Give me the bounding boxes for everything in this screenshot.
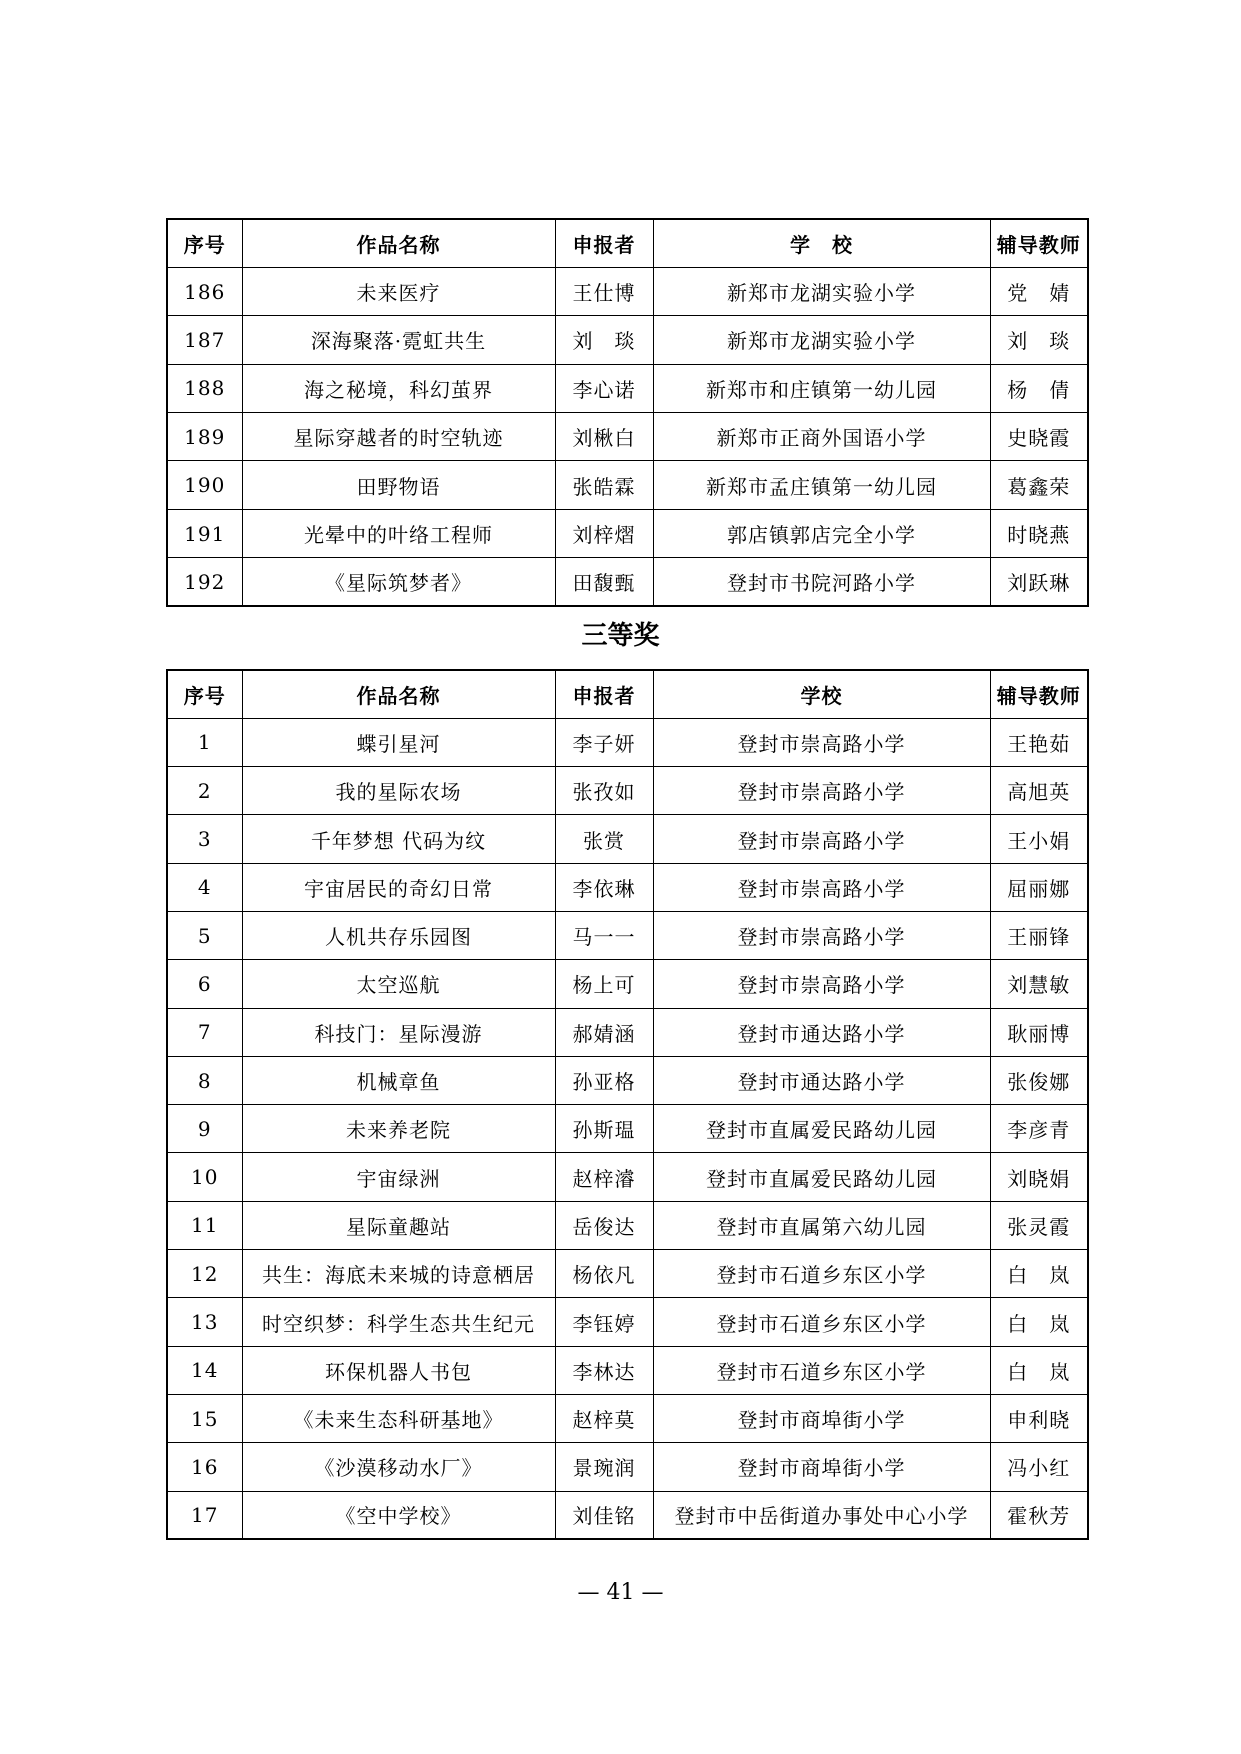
cell-school: 登封市崇高路小学: [653, 815, 990, 863]
cell-no: 3: [167, 815, 242, 863]
cell-no: 4: [167, 863, 242, 911]
table-row: [167, 1250, 1088, 1298]
cell-school: 登封市中岳街道办事处中心小学: [653, 1491, 990, 1539]
cell-title: 人机共存乐园图: [242, 911, 555, 959]
cell-author: 李林达: [555, 1346, 653, 1394]
header-no: 序号: [167, 670, 242, 718]
cell-no: 1: [167, 718, 242, 766]
cell-title: 星际穿越者的时空轨迹: [242, 413, 555, 461]
cell-no: 17: [167, 1491, 242, 1539]
cell-title: 共生：海底未来城的诗意栖居: [242, 1250, 555, 1298]
table-row: [167, 911, 1088, 959]
cell-author: 刘 琰: [555, 316, 653, 364]
cell-teacher: 张灵霞: [990, 1201, 1088, 1249]
table-body-top: [167, 267, 1088, 606]
table-row: [167, 461, 1088, 509]
cell-title: 宇宙居民的奇幻日常: [242, 863, 555, 911]
cell-author: 杨依凡: [555, 1250, 653, 1298]
header-author: 申报者: [555, 219, 653, 267]
cell-no: 191: [167, 509, 242, 557]
cell-author: 孙亚格: [555, 1056, 653, 1104]
header-title: 作品名称: [242, 219, 555, 267]
cell-author: 景琬润: [555, 1443, 653, 1491]
cell-school: 登封市崇高路小学: [653, 863, 990, 911]
table-row: [167, 1298, 1088, 1346]
cell-title: 科技门：星际漫游: [242, 1008, 555, 1056]
cell-author: 郝婧涵: [555, 1008, 653, 1056]
table-row: [167, 413, 1088, 461]
cell-no: 16: [167, 1443, 242, 1491]
cell-title: 星际童趣站: [242, 1201, 555, 1249]
table-header-row: [167, 670, 1088, 718]
table-row: [167, 364, 1088, 412]
cell-teacher: 王小娟: [990, 815, 1088, 863]
cell-teacher: 屈丽娜: [990, 863, 1088, 911]
cell-title: 《沙漠移动水厂》: [242, 1443, 555, 1491]
cell-title: 宇宙绿洲: [242, 1153, 555, 1201]
cell-school: 登封市崇高路小学: [653, 960, 990, 1008]
table-row: [167, 316, 1088, 364]
cell-teacher: 王丽锋: [990, 911, 1088, 959]
table-row: [167, 1443, 1088, 1491]
cell-title: 蝶引星河: [242, 718, 555, 766]
award-table-third-prize: [166, 669, 1089, 1540]
cell-title: 海之秘境，科幻茧界: [242, 364, 555, 412]
cell-school: 郭店镇郭店完全小学: [653, 509, 990, 557]
cell-title: 光晕中的叶络工程师: [242, 509, 555, 557]
cell-no: 189: [167, 413, 242, 461]
cell-school: 登封市直属爱民路幼儿园: [653, 1105, 990, 1153]
header-school: 学校: [653, 670, 990, 718]
cell-no: 6: [167, 960, 242, 1008]
table-row: [167, 960, 1088, 1008]
cell-no: 192: [167, 558, 242, 606]
cell-author: 杨上可: [555, 960, 653, 1008]
cell-no: 190: [167, 461, 242, 509]
cell-title: 时空织梦：科学生态共生纪元: [242, 1298, 555, 1346]
section-title-third-prize: 三等奖: [581, 621, 660, 651]
cell-title: 深海聚落·霓虹共生: [242, 316, 555, 364]
table-row: [167, 1105, 1088, 1153]
table-row: [167, 1056, 1088, 1104]
cell-teacher: 刘慧敏: [990, 960, 1088, 1008]
cell-title: 未来医疗: [242, 267, 555, 315]
cell-school: 登封市直属第六幼儿园: [653, 1201, 990, 1249]
cell-title: 田野物语: [242, 461, 555, 509]
cell-author: 李心诺: [555, 364, 653, 412]
table-row: [167, 815, 1088, 863]
cell-teacher: 王艳茹: [990, 718, 1088, 766]
cell-title: 机械章鱼: [242, 1056, 555, 1104]
cell-teacher: 葛鑫荣: [990, 461, 1088, 509]
cell-title: 《空中学校》: [242, 1491, 555, 1539]
cell-teacher: 冯小红: [990, 1443, 1088, 1491]
cell-teacher: 耿丽博: [990, 1008, 1088, 1056]
table-row: [167, 767, 1088, 815]
cell-author: 李钰婷: [555, 1298, 653, 1346]
cell-teacher: 史晓霞: [990, 413, 1088, 461]
cell-no: 188: [167, 364, 242, 412]
cell-no: 187: [167, 316, 242, 364]
cell-school: 新郑市和庄镇第一幼儿园: [653, 364, 990, 412]
cell-school: 登封市石道乡东区小学: [653, 1250, 990, 1298]
cell-teacher: 申利晓: [990, 1394, 1088, 1442]
table-row: [167, 1201, 1088, 1249]
table-row: [167, 1491, 1088, 1539]
cell-school: 登封市直属爱民路幼儿园: [653, 1153, 990, 1201]
cell-author: 刘梓熠: [555, 509, 653, 557]
cell-school: 登封市崇高路小学: [653, 911, 990, 959]
cell-author: 王仕博: [555, 267, 653, 315]
cell-no: 15: [167, 1394, 242, 1442]
cell-school: 新郑市龙湖实验小学: [653, 316, 990, 364]
cell-school: 登封市崇高路小学: [653, 767, 990, 815]
table-row: [167, 1346, 1088, 1394]
cell-school: 登封市崇高路小学: [653, 718, 990, 766]
cell-author: 田馥甄: [555, 558, 653, 606]
cell-title: 千年梦想 代码为纹: [242, 815, 555, 863]
cell-author: 张赏: [555, 815, 653, 863]
cell-no: 8: [167, 1056, 242, 1104]
cell-no: 7: [167, 1008, 242, 1056]
cell-title: 环保机器人书包: [242, 1346, 555, 1394]
cell-no: 11: [167, 1201, 242, 1249]
cell-author: 赵梓濬: [555, 1153, 653, 1201]
table-header-row: [167, 219, 1088, 267]
cell-teacher: 刘跃琳: [990, 558, 1088, 606]
cell-school: 登封市书院河路小学: [653, 558, 990, 606]
cell-teacher: 刘 琰: [990, 316, 1088, 364]
cell-author: 孙斯瑥: [555, 1105, 653, 1153]
cell-no: 13: [167, 1298, 242, 1346]
cell-school: 新郑市孟庄镇第一幼儿园: [653, 461, 990, 509]
cell-teacher: 白 岚: [990, 1346, 1088, 1394]
table-row: [167, 558, 1088, 606]
cell-teacher: 时晓燕: [990, 509, 1088, 557]
table-row: [167, 509, 1088, 557]
cell-teacher: 高旭英: [990, 767, 1088, 815]
cell-school: 登封市商埠街小学: [653, 1394, 990, 1442]
cell-title: 太空巡航: [242, 960, 555, 1008]
cell-author: 李依琳: [555, 863, 653, 911]
cell-no: 10: [167, 1153, 242, 1201]
cell-school: 登封市通达路小学: [653, 1056, 990, 1104]
cell-no: 2: [167, 767, 242, 815]
cell-no: 9: [167, 1105, 242, 1153]
cell-teacher: 刘晓娟: [990, 1153, 1088, 1201]
header-school: 学 校: [653, 219, 990, 267]
cell-author: 李子妍: [555, 718, 653, 766]
cell-author: 刘佳铭: [555, 1491, 653, 1539]
cell-author: 张皓霖: [555, 461, 653, 509]
header-title: 作品名称: [242, 670, 555, 718]
cell-school: 登封市石道乡东区小学: [653, 1346, 990, 1394]
header-author: 申报者: [555, 670, 653, 718]
cell-title: 未来养老院: [242, 1105, 555, 1153]
table-row: [167, 863, 1088, 911]
cell-teacher: 白 岚: [990, 1298, 1088, 1346]
cell-teacher: 李彦青: [990, 1105, 1088, 1153]
cell-school: 登封市通达路小学: [653, 1008, 990, 1056]
header-no: 序号: [167, 219, 242, 267]
cell-school: 新郑市正商外国语小学: [653, 413, 990, 461]
cell-no: 14: [167, 1346, 242, 1394]
table-row: [167, 718, 1088, 766]
cell-school: 登封市石道乡东区小学: [653, 1298, 990, 1346]
cell-teacher: 张俊娜: [990, 1056, 1088, 1104]
table-row: [167, 1008, 1088, 1056]
cell-author: 马一一: [555, 911, 653, 959]
cell-title: 《未来生态科研基地》: [242, 1394, 555, 1442]
cell-teacher: 党 婧: [990, 267, 1088, 315]
header-teacher: 辅导教师: [990, 670, 1088, 718]
award-table-continued: [166, 218, 1089, 607]
table-row: [167, 267, 1088, 315]
cell-school: 登封市商埠街小学: [653, 1443, 990, 1491]
cell-no: 12: [167, 1250, 242, 1298]
table-row: [167, 1394, 1088, 1442]
header-teacher: 辅导教师: [990, 219, 1088, 267]
cell-teacher: 杨 倩: [990, 364, 1088, 412]
cell-no: 186: [167, 267, 242, 315]
cell-author: 岳俊达: [555, 1201, 653, 1249]
cell-teacher: 霍秋芳: [990, 1491, 1088, 1539]
table-body-third: [167, 718, 1088, 1539]
cell-school: 新郑市龙湖实验小学: [653, 267, 990, 315]
cell-title: 《星际筑梦者》: [242, 558, 555, 606]
cell-author: 赵梓莫: [555, 1394, 653, 1442]
cell-title: 我的星际农场: [242, 767, 555, 815]
table-row: [167, 1153, 1088, 1201]
cell-no: 5: [167, 911, 242, 959]
cell-author: 张孜如: [555, 767, 653, 815]
page-number: — 41 —: [577, 1580, 664, 1605]
cell-teacher: 白 岚: [990, 1250, 1088, 1298]
cell-author: 刘楸白: [555, 413, 653, 461]
